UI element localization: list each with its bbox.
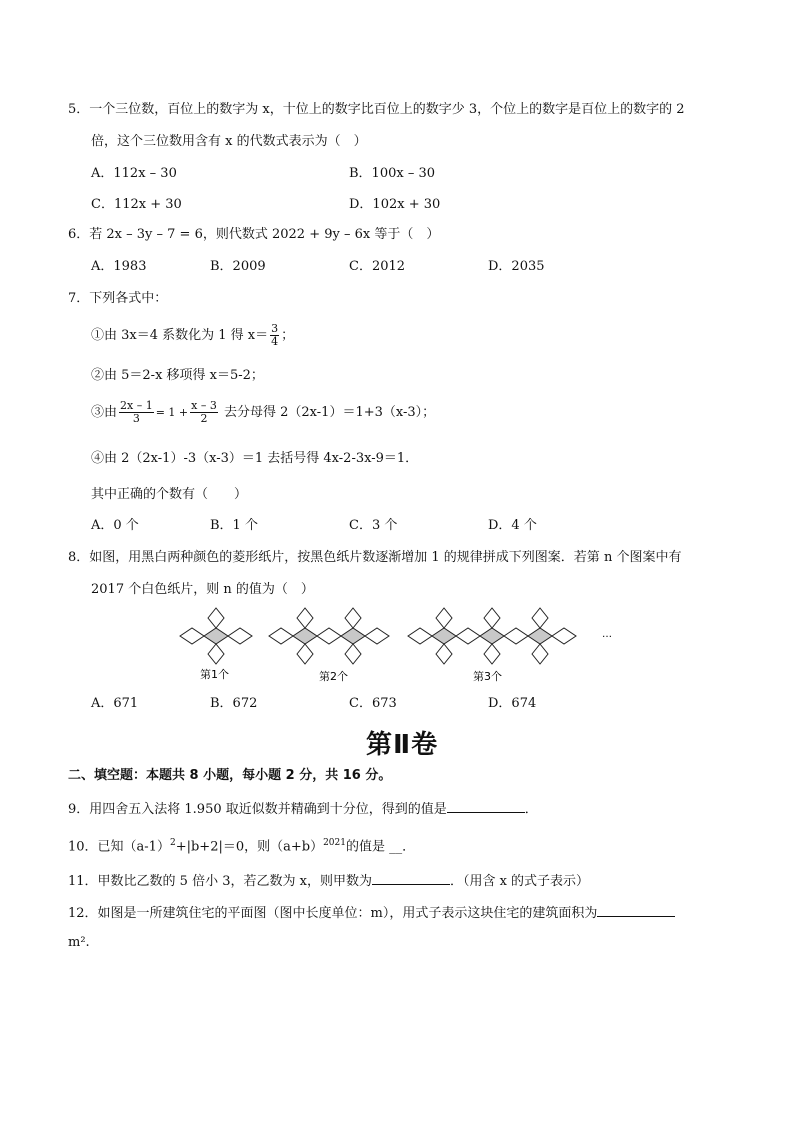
q8-option-d[interactable]: D．674 — [488, 696, 537, 711]
white-rhombus — [552, 628, 576, 644]
gray-rhombus — [432, 628, 456, 644]
white-rhombus — [436, 644, 452, 664]
q10 — [68, 835, 415, 855]
white-rhombus — [436, 608, 452, 628]
white-rhombus — [532, 644, 548, 664]
q9 — [68, 800, 538, 818]
q11-answer-blank[interactable] — [372, 872, 450, 885]
q6-stem: 6．若 2x – 3y – 7 = 6，则代数式 2022 + 9y – 6x 等于（ ） — [68, 227, 440, 242]
q10-mid: +|b+2|＝0，则（a+b） — [175, 839, 324, 855]
q8-option-b[interactable]: B．672 — [210, 696, 258, 711]
figure-label-1: 第1个 — [200, 668, 229, 681]
white-rhombus — [365, 628, 389, 644]
rhombus-shapes — [180, 608, 576, 664]
q5-option-a[interactable]: A．112x – 30 — [91, 166, 177, 181]
q11-post: ．（用含 x 的式子表示） — [449, 874, 590, 889]
q7-option-a[interactable]: A．0 个 — [91, 518, 139, 533]
q9-post: ． — [524, 802, 538, 817]
white-rhombus — [208, 644, 224, 664]
q12-line1 — [68, 904, 675, 922]
q7-item1-denominator: 4 — [271, 335, 279, 348]
q5-stem-line1: 5．一个三位数，百位上的数字为 x，十位上的数字比百位上的数字少 3，个位上的数字是百位上的数字的 2 — [68, 102, 685, 117]
q12-text: 12．如图是一所建筑住宅的平面图（图中长度单位：m），用式子表示这块住宅的建筑面积为 — [68, 906, 598, 921]
white-rhombus — [317, 628, 341, 644]
q8-stem-line2: 2017 个白色纸片，则 n 的值为（ ） — [91, 582, 314, 597]
white-rhombus — [345, 644, 361, 664]
q7-option-d[interactable]: D．4 个 — [488, 518, 537, 533]
q7-option-b[interactable]: B．1 个 — [210, 518, 258, 533]
q6-option-b[interactable]: B．2009 — [210, 259, 266, 274]
q5-option-c[interactable]: C．112x + 30 — [91, 197, 182, 212]
q7-item1-pre: ①由 3x＝4 系数化为 1 得 x＝ — [91, 328, 269, 343]
white-rhombus — [504, 628, 528, 644]
white-rhombus — [408, 628, 432, 644]
figure-label-3: 第3个 — [473, 670, 502, 683]
q10-post: 的值是 __． — [345, 839, 416, 855]
q6-option-d[interactable]: D．2035 — [488, 259, 545, 274]
gray-rhombus — [480, 628, 504, 644]
q7-item-2: ②由 5＝2-x 移项得 x＝5-2； — [91, 368, 264, 383]
q8-option-a[interactable]: A．671 — [91, 696, 139, 711]
white-rhombus — [484, 644, 500, 664]
white-rhombus — [228, 628, 252, 644]
white-rhombus — [532, 608, 548, 628]
q7-item3-post: 去分母得 2（2x-1）＝1+3（x-3）； — [224, 405, 436, 420]
gray-rhombus — [341, 628, 365, 644]
q10-pre: 10．已知（a-1） — [68, 839, 170, 855]
white-rhombus — [269, 628, 293, 644]
white-rhombus — [345, 608, 361, 628]
white-rhombus — [484, 608, 500, 628]
gray-rhombus — [528, 628, 552, 644]
white-rhombus — [456, 628, 480, 644]
q5-stem-line2: 倍，这个三位数用含有 x 的代数式表示为（ ） — [91, 134, 367, 149]
q7-item3-denominator-1: 3 — [132, 412, 140, 425]
white-rhombus — [180, 628, 204, 644]
q9-text: 9．用四舍五入法将 1.950 取近似数并精确到十分位，得到的值是 — [68, 802, 447, 817]
q7-item-4: ④由 2（2x-1）-3（x-3）＝1 去括号得 4x-2-3x-9＝1． — [91, 451, 419, 466]
q7-item1-fraction — [270, 323, 279, 348]
part-2-title: 第Ⅱ卷 — [366, 730, 439, 760]
q7-item3-fraction-1 — [119, 400, 154, 425]
gray-rhombus — [293, 628, 317, 644]
q7-stem: 7．下列各式中： — [68, 291, 168, 306]
q7-item-3 — [91, 400, 435, 425]
rhombus-pattern-figure — [170, 603, 620, 688]
q8-stem-line1: 8．如图，用黑白两种颜色的菱形纸片，按黑色纸片数逐渐增加 1 的规律拼成下列图案．若第 n 个图案中有 — [68, 550, 682, 565]
q7-item3-denominator-2: 2 — [200, 412, 208, 425]
q7-question: 其中正确的个数有（ ） — [91, 487, 248, 502]
q7-item3-numerator-2: x – 3 — [191, 399, 217, 412]
q6-option-a[interactable]: A．1983 — [91, 259, 147, 274]
figure-ellipsis: … — [602, 629, 612, 640]
q7-item1-post: ； — [281, 328, 295, 343]
q9-answer-blank[interactable] — [447, 800, 525, 813]
q7-item3-fraction-2 — [190, 400, 218, 425]
q10-sup-1: 2 — [169, 838, 176, 848]
q10-sup-2: 2021 — [323, 838, 346, 848]
q5-option-d[interactable]: D．102x + 30 — [349, 197, 441, 212]
white-rhombus — [297, 608, 313, 628]
figure-label-2: 第2个 — [319, 670, 348, 683]
section-2-heading: 二、填空题：本题共 8 小题，每小题 2 分，共 16 分。 — [68, 768, 392, 783]
q11 — [68, 872, 589, 890]
q12-answer-blank[interactable] — [597, 904, 675, 917]
q7-item3-numerator-1: 2x – 1 — [120, 399, 153, 412]
q7-item3-pre: ③由 — [91, 405, 118, 420]
q11-text: 11．甲数比乙数的 5 倍小 3，若乙数为 x，则甲数为 — [68, 874, 372, 889]
q8-option-c[interactable]: C．673 — [349, 696, 397, 711]
white-rhombus — [208, 608, 224, 628]
white-rhombus — [297, 644, 313, 664]
q6-option-c[interactable]: C．2012 — [349, 259, 406, 274]
q7-item-1 — [91, 323, 294, 348]
q7-option-c[interactable]: C．3 个 — [349, 518, 398, 533]
q7-item1-numerator: 3 — [271, 322, 279, 335]
q12-unit: m². — [68, 935, 90, 950]
q5-option-b[interactable]: B．100x – 30 — [349, 166, 436, 181]
gray-rhombus — [204, 628, 228, 644]
q7-item3-mid: = 1 + — [155, 406, 189, 419]
